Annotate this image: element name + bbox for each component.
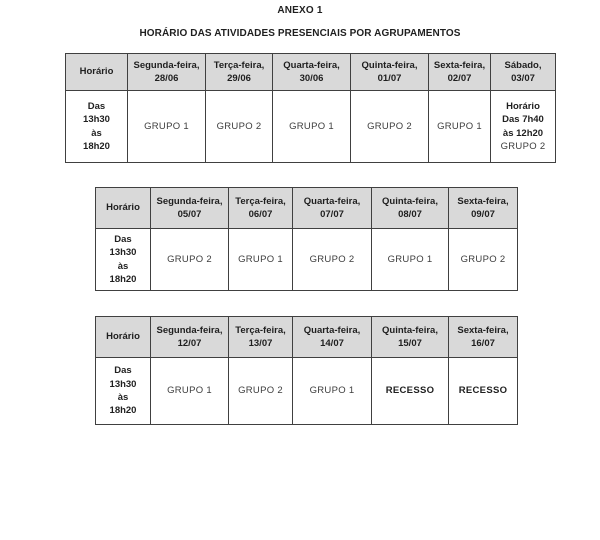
group-cell: GRUPO 2 xyxy=(293,229,372,291)
recess-cell: RECESSO xyxy=(372,358,449,425)
header-cell-saturday: Sábado, 03/07 xyxy=(491,54,556,91)
group-cell: GRUPO 2 xyxy=(206,91,273,163)
header-cell-friday: Sexta-feira, 09/07 xyxy=(449,188,518,229)
header-cell-horario: Horário xyxy=(96,317,151,358)
schedule-table-week1 xyxy=(65,53,556,163)
header-cell-monday: Segunda-feira, 12/07 xyxy=(151,317,229,358)
header-cell-thursday: Quinta-feira, 15/07 xyxy=(372,317,449,358)
header-cell-wednesday: Quarta-feira, 30/06 xyxy=(273,54,351,91)
group-cell: GRUPO 2 xyxy=(449,229,518,291)
header-cell-monday: Segunda-feira, 28/06 xyxy=(128,54,206,91)
header-cell-horario: Horário xyxy=(66,54,128,91)
page-subtitle: HORÁRIO DAS ATIVIDADES PRESENCIAIS POR AGRUPAMENTOS xyxy=(139,28,461,39)
time-range-cell: Das 13h30 às 18h20 xyxy=(66,91,128,163)
group-cell: GRUPO 1 xyxy=(273,91,351,163)
header-cell-thursday: Quinta-feira, 08/07 xyxy=(372,188,449,229)
header-cell-tuesday: Terça-feira, 13/07 xyxy=(229,317,293,358)
header-cell-wednesday: Quarta-feira, 07/07 xyxy=(293,188,372,229)
time-range-cell: Das 13h30 às 18h20 xyxy=(96,229,151,291)
header-cell-tuesday: Terça-feira, 29/06 xyxy=(206,54,273,91)
group-cell: GRUPO 1 xyxy=(128,91,206,163)
group-cell: GRUPO 2 xyxy=(151,229,229,291)
header-cell-monday: Segunda-feira, 05/07 xyxy=(151,188,229,229)
saturday-morning-cell: Horário Das 7h40 às 12h20 GRUPO 2 xyxy=(491,91,556,163)
header-cell-horario: Horário xyxy=(96,188,151,229)
page-title: ANEXO 1 xyxy=(277,5,323,16)
time-range-cell: Das 13h30 às 18h20 xyxy=(96,358,151,425)
header-cell-friday: Sexta-feira, 02/07 xyxy=(429,54,491,91)
header-cell-wednesday: Quarta-feira, 14/07 xyxy=(293,317,372,358)
schedule-table-week3 xyxy=(95,316,518,425)
recess-cell: RECESSO xyxy=(449,358,518,425)
header-cell-friday: Sexta-feira, 16/07 xyxy=(449,317,518,358)
schedule-table-week2 xyxy=(95,187,518,291)
header-cell-tuesday: Terça-feira, 06/07 xyxy=(229,188,293,229)
group-cell: GRUPO 1 xyxy=(229,229,293,291)
group-cell: GRUPO 1 xyxy=(429,91,491,163)
group-cell: GRUPO 2 xyxy=(229,358,293,425)
header-cell-thursday: Quinta-feira, 01/07 xyxy=(351,54,429,91)
group-cell: GRUPO 1 xyxy=(151,358,229,425)
group-cell: GRUPO 1 xyxy=(372,229,449,291)
group-cell: GRUPO 2 xyxy=(351,91,429,163)
group-cell: GRUPO 1 xyxy=(293,358,372,425)
